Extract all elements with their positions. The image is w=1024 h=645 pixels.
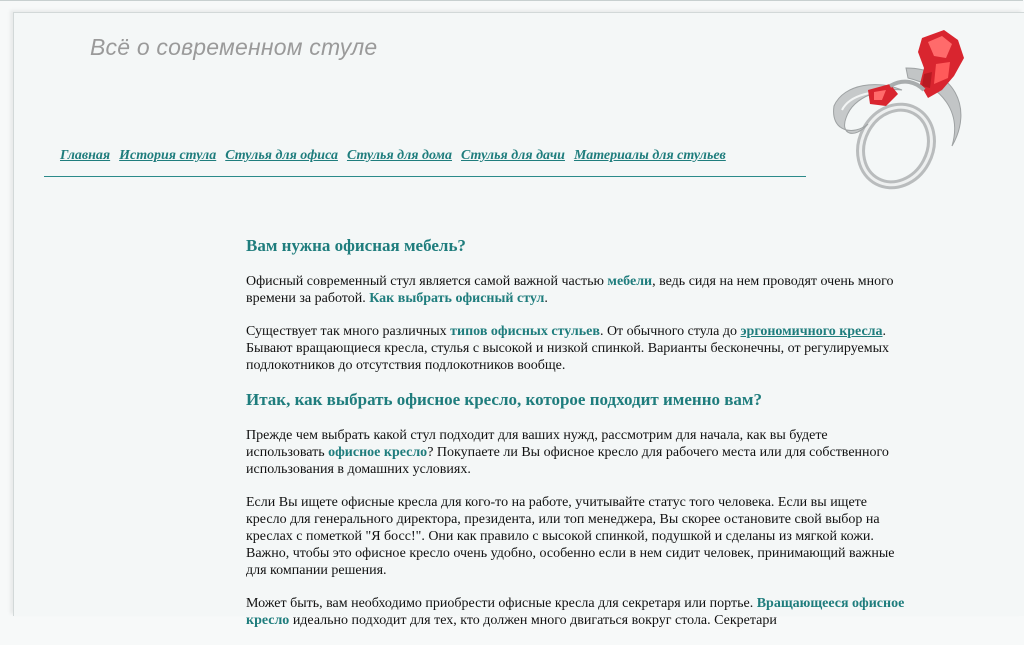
top-rule xyxy=(0,0,1023,1)
link-how-to-choose[interactable]: Как выбрать офисный стул xyxy=(369,291,545,306)
link-swivel-chair[interactable]: Вращающееся офисное кресло xyxy=(246,596,905,628)
nav-item-dacha-chairs[interactable]: Стулья для дачи xyxy=(461,148,565,163)
paragraph-text: идеально подходит для тех, кто должен много двигаться вокруг стола. Секретари xyxy=(289,613,777,628)
nav-item-materials[interactable]: Материалы для стульев xyxy=(573,148,726,163)
main-nav xyxy=(44,146,806,177)
paragraph-text: . От обычного стула до xyxy=(599,324,741,339)
paragraph-text: Может быть, вам необходимо приобрести офисные кресла для секретаря или портье. xyxy=(246,596,757,611)
link-chair-types[interactable]: типов офисных стульев xyxy=(450,324,600,339)
nav-item-home-chairs[interactable]: Стулья для дома xyxy=(346,148,453,163)
link-furniture[interactable]: мебели xyxy=(607,274,653,289)
paragraph-secretary xyxy=(246,595,908,629)
paragraph-usage xyxy=(246,427,908,478)
nav-item-office-chairs[interactable]: Стулья для офиса xyxy=(225,148,338,163)
heading-how-to-choose: Итак, как выбрать офисное кресло, которое подходит именно вам? xyxy=(246,390,763,409)
paragraph-intro xyxy=(246,273,908,307)
paragraph-text: . xyxy=(544,291,548,306)
site-title: Всё о современном стуле xyxy=(90,34,378,60)
link-office-chair[interactable]: офисное кресло xyxy=(328,445,428,460)
paragraph-text: , ведь сидя на нем проводят очень много времени за работой. xyxy=(246,274,894,306)
paragraph-status: Если Вы ищете офисные кресла для кого-то на работе, учитывайте статус того человека. Если вы ищете кресло для генерального директора, президента, или топ менеджера, Вы скорее остановите свой выбор на креслах с пометкой "Я босс!". Они как правило с высокой спинкой, подушкой и сделаны из мягкой кожи. Важно, чтобы это офисное кресло очень удобно, особенно если в нем сидит человек, принимающий важные для компании решения. xyxy=(246,495,895,578)
paragraph-types xyxy=(246,323,908,374)
paragraph-text: Существует так много различных xyxy=(246,324,451,339)
paragraph-text: ? Покупаете ли Вы офисное кресло для рабочего места или для собственного использования в домашних условиях. xyxy=(246,445,889,477)
link-ergonomic-chair[interactable]: эргономичного кресла xyxy=(740,324,883,339)
heading-office-furniture: Вам нужна офисная мебель? xyxy=(246,236,466,255)
paragraph-text: Офисный современный стул является самой важной частью xyxy=(246,274,608,289)
chair-logo-icon xyxy=(824,28,984,196)
nav-item-home[interactable]: Главная xyxy=(60,148,111,163)
paragraph-text: . Бывают вращающиеся кресла, стулья с высокой и низкой спинкой. Варианты бесконечны, от регулируемых подлокотников до отсутствия подлокотников вообще. xyxy=(246,324,889,373)
paragraph-text: Прежде чем выбрать какой стул подходит для ваших нужд, рассмотрим для начала, как вы будете использовать xyxy=(246,428,828,460)
main-content xyxy=(246,236,908,645)
nav-item-history[interactable]: История стула xyxy=(119,148,217,163)
